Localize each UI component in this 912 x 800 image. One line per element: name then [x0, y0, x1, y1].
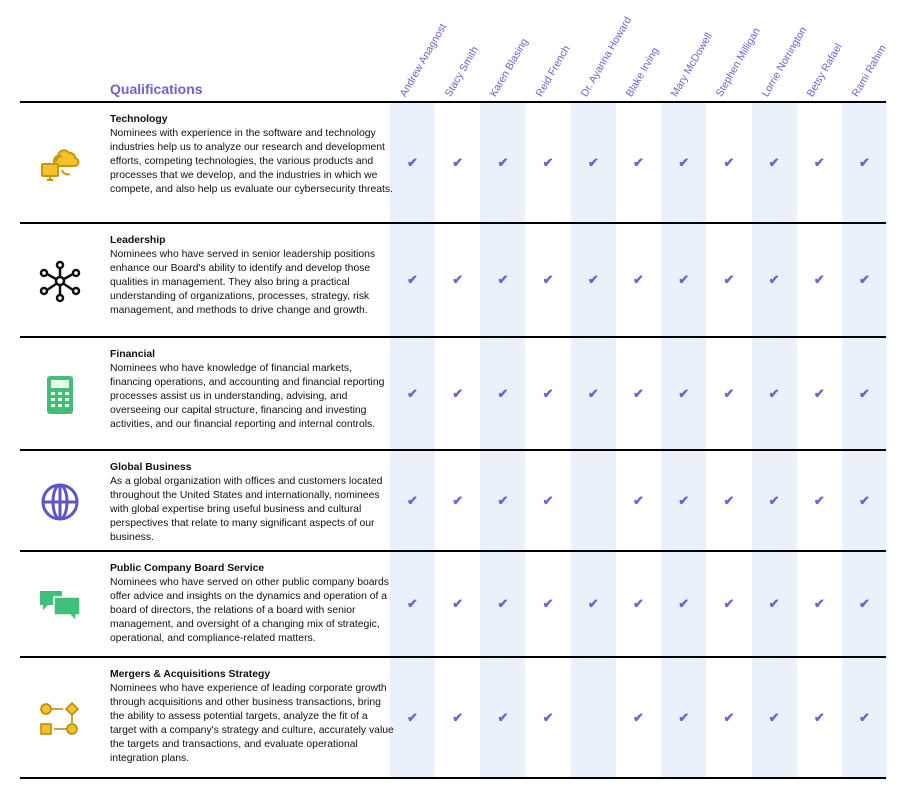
check-mark-icon: ✔ [678, 709, 690, 725]
nominee-header: Lorrie Norrington [759, 24, 809, 100]
nominee-header: Betsy Rafael [804, 41, 845, 99]
check-mark-icon: ✔ [407, 385, 418, 401]
qualification-row [20, 222, 886, 336]
check-mark-icon: ✔ [633, 596, 644, 611]
table-bottom-rule [20, 777, 886, 779]
nominee-header: Rami Rahim [849, 42, 889, 99]
check-mark-icon: ✔ [542, 154, 554, 170]
check-mark-icon: ✔ [452, 154, 464, 170]
qualification-text [110, 668, 395, 766]
check-mark-icon: ✔ [678, 154, 690, 170]
check-mark-icon: ✔ [542, 492, 554, 508]
check-mark-icon: ✔ [723, 492, 735, 508]
qualification-text [110, 348, 395, 432]
check-mark-icon: ✔ [813, 596, 825, 611]
nominee-header: Karen Blasing [487, 36, 532, 99]
qualification-title: Mergers & Acquisitions Strategy [110, 669, 271, 680]
check-mark-icon: ✔ [633, 154, 644, 170]
network-hub-icon [38, 259, 82, 303]
calculator-icon [38, 373, 82, 417]
check-mark-icon: ✔ [407, 596, 418, 611]
check-mark-icon: ✔ [678, 492, 690, 508]
qualification-title: Leadership [110, 235, 166, 246]
qualifications-heading: Qualifications [110, 81, 203, 97]
check-mark-icon: ✔ [768, 272, 780, 287]
check-mark-icon: ✔ [859, 709, 870, 725]
check-mark-icon: ✔ [497, 272, 509, 287]
qualification-description: As a global organization with offices and customers located throughout the United States and internationally, nominees with global expertise bring useful business and cultural perspectives that relate to many significant aspects of our business. [110, 476, 383, 543]
check-mark-icon: ✔ [633, 492, 644, 508]
check-mark-icon: ✔ [407, 154, 418, 170]
check-mark-icon: ✔ [813, 154, 825, 170]
check-mark-icon: ✔ [407, 709, 418, 725]
chat-bubbles-icon [38, 583, 82, 627]
check-mark-icon: ✔ [452, 385, 464, 401]
qualification-row [20, 550, 886, 656]
check-mark-icon: ✔ [497, 492, 509, 508]
check-mark-icon: ✔ [497, 385, 509, 401]
check-mark-icon: ✔ [859, 492, 870, 508]
check-mark-icon: ✔ [768, 709, 780, 725]
check-mark-icon: ✔ [497, 709, 509, 725]
check-mark-icon: ✔ [813, 385, 825, 401]
qualification-text [110, 113, 395, 197]
check-mark-icon: ✔ [859, 154, 870, 170]
table-header [20, 0, 889, 101]
check-mark-icon: ✔ [633, 709, 644, 725]
check-mark-icon: ✔ [678, 272, 690, 287]
check-mark-icon: ✔ [633, 385, 644, 401]
globe-icon [38, 480, 82, 524]
qualification-title: Global Business [110, 462, 192, 473]
check-mark-icon: ✔ [542, 272, 554, 287]
check-mark-icon: ✔ [542, 709, 554, 725]
qualification-description: Nominees with experience in the software and technology industries help us to analyze our research and development efforts, competing technologies, the various products and processes that we develop, and the industries in which we compete, and also help us evaluate our cybersecurity threats. [110, 128, 394, 195]
qualification-title: Technology [110, 114, 168, 125]
check-mark-icon: ✔ [452, 492, 464, 508]
flowchart-icon [38, 697, 82, 741]
check-mark-icon: ✔ [813, 492, 825, 508]
check-mark-icon: ✔ [723, 596, 735, 611]
check-mark-icon: ✔ [723, 709, 735, 725]
nominee-header: Blake Irving [623, 45, 662, 99]
check-mark-icon: ✔ [587, 596, 599, 611]
qualification-description: Nominees who have served on other public company boards offer advice and insights on the dynamics and operation of a board of directors, the relations of a board with senior management, and oversight of a changing mix of strategic, operational, and compliance-related matters. [110, 577, 389, 644]
check-mark-icon: ✔ [723, 272, 735, 287]
check-mark-icon: ✔ [768, 385, 780, 401]
check-mark-icon: ✔ [407, 272, 418, 287]
nominee-header: Reid French [533, 43, 573, 99]
check-mark-icon: ✔ [497, 154, 509, 170]
check-mark-icon: ✔ [633, 272, 644, 287]
nominee-header: Andrew Anagnost [397, 21, 450, 99]
check-mark-icon: ✔ [859, 596, 870, 611]
check-mark-icon: ✔ [452, 596, 464, 611]
check-mark-icon: ✔ [768, 492, 780, 508]
check-mark-icon: ✔ [859, 385, 870, 401]
check-mark-icon: ✔ [678, 596, 690, 611]
check-mark-icon: ✔ [542, 596, 554, 611]
check-mark-icon: ✔ [452, 272, 464, 287]
qualification-text [110, 461, 395, 545]
check-mark-icon: ✔ [587, 154, 599, 170]
check-mark-icon: ✔ [497, 596, 509, 611]
check-mark-icon: ✔ [768, 596, 780, 611]
check-mark-icon: ✔ [723, 154, 735, 170]
nominee-header: Dr. Ayanna Howard [578, 14, 634, 99]
qualification-row [20, 101, 886, 222]
qualification-description: Nominees who have knowledge of financial markets, financing operations, and accounting and financial reporting processes assist us in understanding, advising, and overseeing our capital structure, financing and investing activities, and our financial reporting and internal controls. [110, 363, 385, 430]
check-mark-icon: ✔ [768, 154, 780, 170]
check-mark-icon: ✔ [723, 385, 735, 401]
check-mark-icon: ✔ [813, 272, 825, 287]
qualification-title: Public Company Board Service [110, 563, 265, 574]
qualification-description: Nominees who have experience of leading corporate growth through acquisitions and other business transactions, bring the ability to assess potential targets, analyze the fit of a target with a company's strategy and culture, accurately value the targets and transactions, and evaluate operational integration plans. [110, 683, 394, 764]
qualification-description: Nominees who have served in senior leadership positions enhance our Board's ability to identify and develop those qualities in management. They also bring a practical understanding of organizations, processes, strategy, risk management, and methods to drive change and growth. [110, 249, 376, 316]
qualification-row [20, 656, 886, 777]
nominee-header: Stephen Milligan [713, 25, 764, 99]
check-mark-icon: ✔ [452, 709, 464, 725]
qualification-row [20, 336, 886, 449]
qualification-row [20, 449, 886, 550]
qualification-text [110, 234, 395, 318]
nominee-header: Stacy Smith [442, 44, 482, 99]
check-mark-icon: ✔ [587, 272, 599, 287]
check-mark-icon: ✔ [678, 385, 690, 401]
qualification-title: Financial [110, 349, 156, 360]
qualification-text [110, 562, 395, 646]
check-mark-icon: ✔ [542, 385, 554, 401]
check-mark-icon: ✔ [859, 272, 870, 287]
nominee-header: Mary McDowell [668, 30, 716, 100]
cloud-computer-icon [38, 142, 82, 186]
check-mark-icon: ✔ [587, 385, 599, 401]
check-mark-icon: ✔ [813, 709, 825, 725]
check-mark-icon: ✔ [407, 492, 418, 508]
